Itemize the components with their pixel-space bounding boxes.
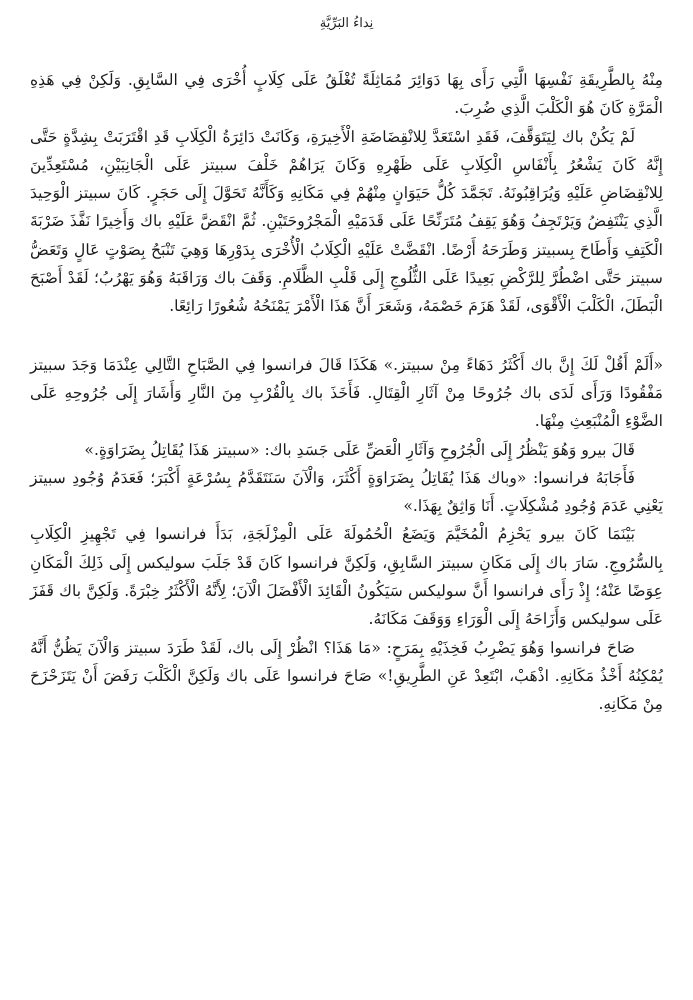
paragraph-7: صَاحَ فرانسوا وَهُوَ يَضْرِبُ فَخِذَيْهِ بِمَرَحٍ: «مَا هَذَا؟ انْظُرْ إِلَى باك، لَقَدْ طَرَدَ سبيتز وَالْآنَ يَظُنُّ أَنَّهُ يُمْكِنُهُ أَخْذُ مَكَانِهِ. اذْهَبْ، ابْتَعِدْ عَنِ الطَّرِيقِ!» صَاحَ فرانسوا عَلَى باك وَلَكِنَّ الْكَلْبَ رَفَضَ أَنْ يَتَزَحْزَحَ مِنْ مَكَانِهِ. — [30, 638, 663, 714]
paragraph-1: مِنْهُ بِالطَّرِيقَةِ نَفْسِهَا الَّتِي رَأَى بِهَا دَوَائِرَ مُمَاثِلَةً تُغْلَقُ عَلَى كِلَابٍ أُخْرَى فِي السَّابِقِ. وَلَكِنْ فِي هَذِهِ الْمَرَّةِ كَانَ هُوَ الْكَلْبَ الَّذِي ضُرِبَ. — [30, 71, 663, 118]
paragraph-6: بَيْنَمَا كَانَ بيرو يَحْزِمُ الْمُخَيَّمَ وَيَضَعُ الْحُمُولَةَ عَلَى الْمِزْلَجَةِ، بَدَأَ فرانسوا فِي تَجْهِيزِ الْكِلَابِ بِالسُّرُوجِ. سَارَ باك إِلَى مَكَانِ سبيتز السَّابِقِ، وَلَكِنَّ فرانسوا كَانَ قَدْ جَلَبَ سوليكس إِلَى ذَلِكَ الْمَكَانِ عِوَضًا عَنْهُ؛ إِذْ رَأَى فرانسوا أَنَّ سوليكس سَيَكُونُ الْقَائِدَ الْأَفْضَلَ الْآنَ؛ لِأَنَّهُ الْأَكْثَرُ خِبْرَةً. وَلَكِنَّ باك قَفَزَ عَلَى سوليكس وَأَزَاحَهُ إِلَى الْوَرَاءِ وَوَقَفَ مَكَانَهُ. — [30, 525, 663, 629]
paragraph-2: لَمْ يَكُنْ باك لِيَتَوَقَّفَ، فَقَدِ اسْتَعَدَّ لِلانْقِضَاضَةِ الْأَخِيرَةِ، وَكَانَتْ دَائِرَةُ الْكِلَابِ قَدِ اقْتَرَبَتْ بِشِدَّةٍ حَتَّى إِنَّهُ كَانَ يَشْعُرُ بِأَنْفَاسِ الْكِلَابِ عَلَى ظَهْرِهِ وَكَانَ يَرَاهُمْ خَلْفَ سبيتز عَلَى الْجَانِبَيْنِ، مُسْتَعِدِّينَ لِلانْقِضَاضِ عَلَيْهِ وَيُرَاقِبُونَهُ. تَجَمَّدَ كُلُّ حَيَوَانٍ مِنْهُمْ فِي مَكَانِهِ وَكَأَنَّهُ تَحَوَّلَ إِلَى حَجَرٍ. كَانَ سبيتز الْوَحِيدَ الَّذِي يَنْتَفِضُ وَيَرْتَجِفُ وَهُوَ يَقِفُ مُتَرَنِّحًا عَلَى قَدَمَيْهِ الْمَجْرُوحَتَيْنِ. ثُمَّ انْقَضَّ عَلَيْهِ باك وَأَخِيرًا نَفَّذَ ضَرْبَةَ الْكَتِفِ وَأَطَاحَ بِسبيتز وَطَرَحَهُ أَرْضًا. انْقَضَّتْ عَلَيْهِ الْكِلَابُ الْأُخْرَى بِدَوْرِهَا وَهِيَ تَنْبَحُ بِصَوْتٍ عَالٍ وَتَعَضُّ سبيتز حَتَّى اضْطُرَّ لِلرَّكْضِ بَعِيدًا عَلَى الثُّلُوجِ إِلَى قَلْبِ الظَّلَامِ. وَقَفَ باك وَرَاقَبَهُ وَهُوَ يَهْرُبُ؛ لَقَدْ أَصْبَحَ الْبَطَلَ، الْكَلْبَ الْأَقْوَى، لَقَدْ هَزَمَ خَصْمَهُ، وَشَعَرَ أَنَّ هَذَا الْأَمْرَ يَمْنَحُهُ شُعُورًا رَائِعًا. — [30, 127, 664, 316]
paragraph-5: فَأَجَابَهُ فرانسوا: «وباك هَذَا يُقَاتِلُ بِضَرَاوَةٍ أَكْثَرَ، وَالْآنَ سَنَتَقَدَّمُ بِسُرْعَةٍ أَكْبَرَ؛ فَعَدَمُ وُجُودِ سبيتز يَعْنِي عَدَمَ وُجُودِ مُشْكِلَاتٍ. أَنَا وَاثِقٌ بِهَذَا.» — [30, 468, 663, 516]
body-text — [30, 66, 663, 719]
paragraph-4: قَالَ بيرو وَهُوَ يَنْظُرُ إِلَى الْجُرُوحِ وَآثَارِ الْعَضِّ عَلَى جَسَدِ باك: «سبيتز هَذَا يُقَاتِلُ بِضَرَاوَةٍ.» — [84, 440, 635, 459]
running-head-title: نِداءُ البَرِّيَّةِ — [319, 16, 374, 31]
paragraph-3: «أَلَمْ أَقُلْ لَكَ إِنَّ باك أَكْثَرُ دَهَاءً مِنْ سبيتز.» هَكَذَا قَالَ فرانسوا فِي الصَّبَاحِ التَّالِي عِنْدَمَا وَجَدَ سبيتز مَفْقُودًا وَرَأَى لَدَى باك جُرُوحًا مِنْ آثَارِ الْقِتَالِ. فَأَخَذَ باك بِالْقُرْبِ مِنَ النَّارِ وَأَشَارَ إِلَى جُرُوحِهِ عَلَى الضَّوْءِ الْمُنْبَعِثِ مِنْهَا. — [30, 355, 663, 431]
